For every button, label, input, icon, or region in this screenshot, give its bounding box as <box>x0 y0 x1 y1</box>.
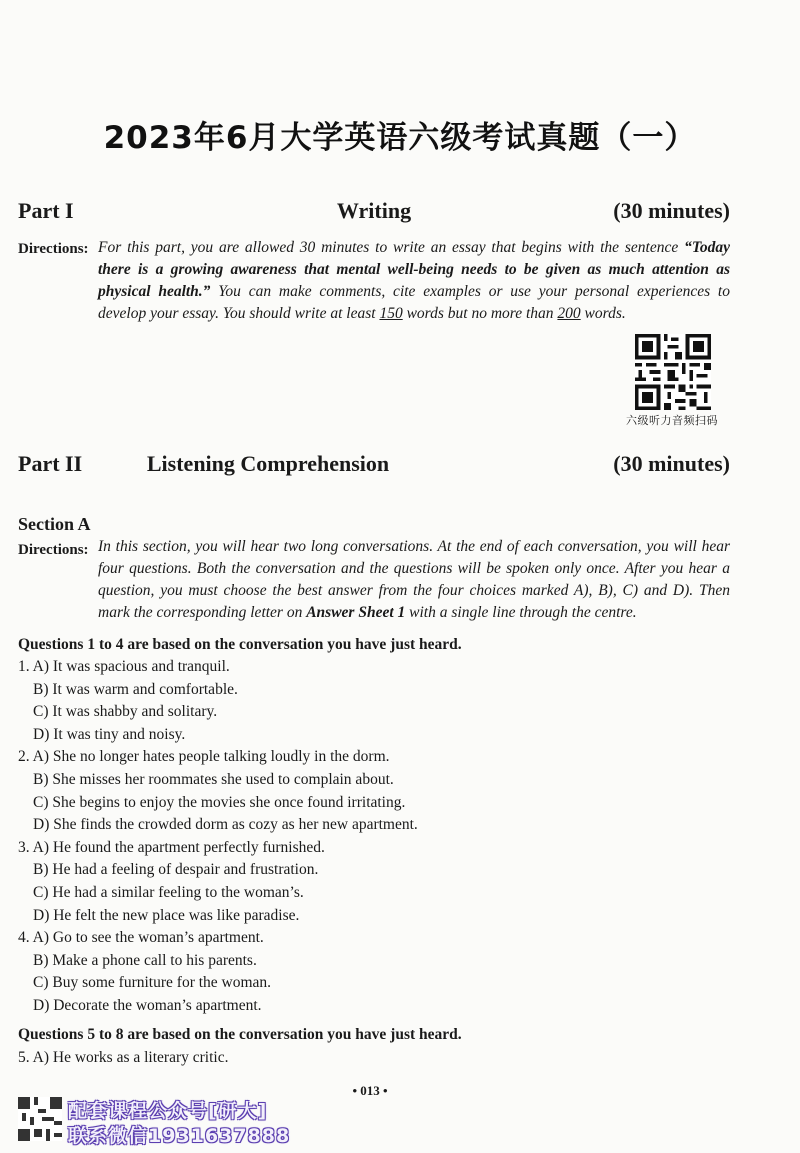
q4-option-d: D) Decorate the woman’s apartment. <box>33 996 262 1014</box>
q5-list <box>18 1047 228 1070</box>
part1-label: Part I <box>18 198 74 223</box>
part2-name: Listening Comprehension <box>146 451 390 476</box>
q1-option-d: D) It was tiny and noisy. <box>33 725 186 743</box>
q2-option-b: B) She misses her roommates she used to complain about. <box>33 770 394 788</box>
q5-option-a: 5. A) He works as a literary critic. <box>18 1049 229 1066</box>
part1-header <box>18 198 730 230</box>
part1-directions-part3: words but no more than <box>402 305 558 322</box>
part2-header <box>18 451 730 483</box>
min-words: 150 <box>379 305 403 322</box>
group2-heading: Questions 5 to 8 are based on the conversation you have just heard. <box>18 1026 462 1043</box>
part2-label: Part II <box>18 451 83 476</box>
q3-option-a: 3. A) He found the apartment perfectly furnished. <box>18 838 325 856</box>
q2-option-d: D) She finds the crowded dorm as cozy as her new apartment. <box>33 816 418 834</box>
part1-time: (30 minutes) <box>613 198 730 223</box>
part1-name: Writing <box>336 198 412 223</box>
q4-option-b: B) Make a phone call to his parents. <box>33 951 257 969</box>
qr-caption: 六级听力音频扫码 <box>626 414 718 427</box>
question-list <box>18 656 418 1018</box>
part2-time: (30 minutes) <box>613 451 730 476</box>
answer-sheet-label: Answer Sheet 1 <box>306 604 406 621</box>
watermark-qr-icon <box>18 1097 62 1141</box>
section-a-directions-label: Directions: <box>18 542 89 558</box>
group1-heading: Questions 1 to 4 are based on the conversation you have just heard. <box>18 636 462 653</box>
q3-option-c: C) He had a similar feeling to the woman’s. <box>33 883 304 901</box>
essay-prompt-sentence: “Today there is a growing awareness that mental well-being needs to be given as much attention as physical health.” <box>98 239 730 300</box>
max-words: 200 <box>557 305 581 322</box>
page-title: 2023年6月大学英语六级考试真题（一） <box>103 120 697 156</box>
section-a-directions-part2: with a single line through the centre. <box>405 604 637 621</box>
part1-directions-text <box>98 237 730 325</box>
q2-option-a: 2. A) She no longer hates people talking loudly in the dorm. <box>18 748 390 766</box>
part1-directions-part1: For this part, you are allowed 30 minutes to write an essay that begins with the sentence <box>98 239 685 256</box>
section-a-title: Section A <box>18 514 91 534</box>
part1-directions-part4: words. <box>580 305 626 322</box>
watermark-line2: 联系微信1931637888 <box>68 1125 291 1147</box>
q2-option-c: C) She begins to enjoy the movies she once found irritating. <box>33 793 406 811</box>
q4-option-c: C) Buy some furniture for the woman. <box>33 974 272 992</box>
section-a-directions-part1: In this section, you will hear two long conversations. At the end of each conversation, you will hear four questions. Both the conversation and the questions will be spoken only once. After you hear a question, you must choose the best answer from the four choices marked A), B), C) and D). Then mark the corresponding letter on <box>98 538 730 621</box>
page-number: • 013 • <box>352 1083 388 1098</box>
q1-option-b: B) It was warm and comfortable. <box>33 680 238 698</box>
q3-option-b: B) He had a feeling of despair and frustration. <box>33 861 319 879</box>
q4-option-a: 4. A) Go to see the woman’s apartment. <box>18 929 264 947</box>
part1-directions-part2: You can make comments, cite examples or use your personal experiences to develop your essay. You should write at least <box>98 283 730 322</box>
section-a-directions-text <box>98 536 730 624</box>
watermark-line1: 配套课程公众号[研大] <box>68 1100 268 1122</box>
qr-code-icon <box>632 334 714 410</box>
part1-directions-label: Directions: <box>18 241 89 257</box>
q3-option-d: D) He felt the new place was like paradise. <box>33 906 300 924</box>
q1-option-c: C) It was shabby and solitary. <box>33 703 218 721</box>
q1-option-a: 1. A) It was spacious and tranquil. <box>18 658 230 675</box>
